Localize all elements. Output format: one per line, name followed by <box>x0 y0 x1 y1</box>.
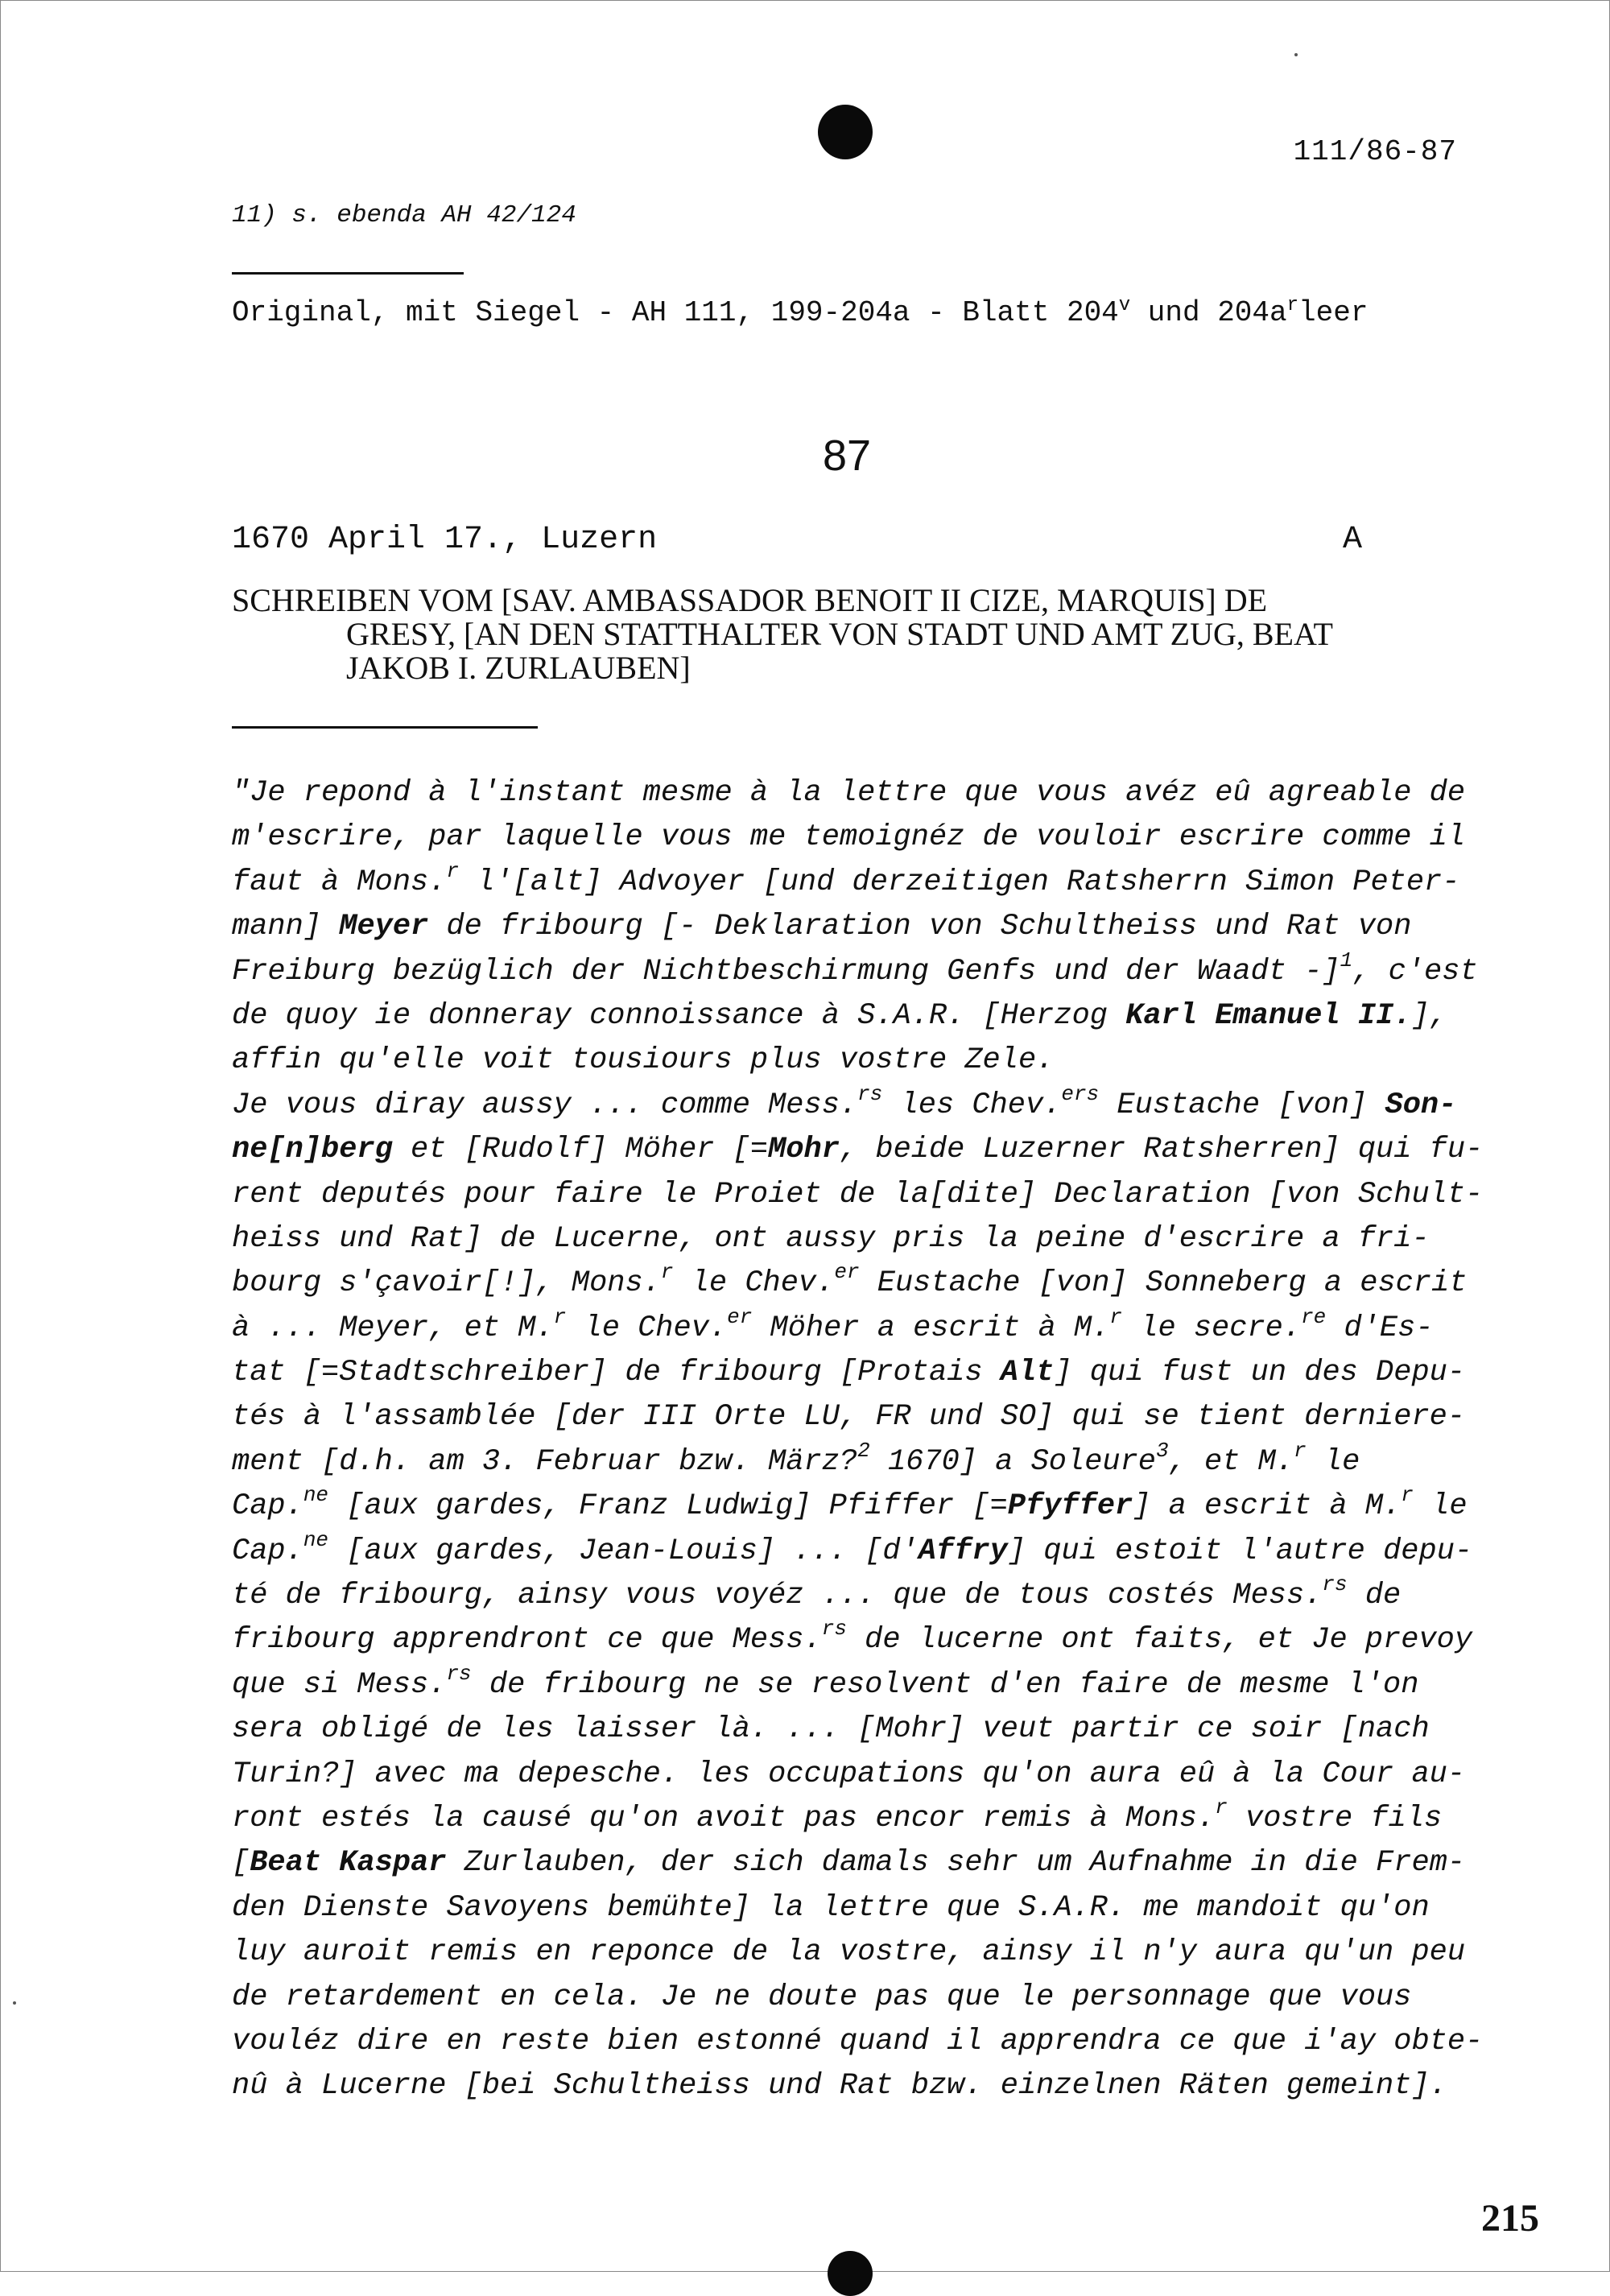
text-line: [Beat Kaspar Zurlauben, der sich damals sehr um Aufnahme in die Frem- <box>232 1846 1466 1881</box>
text-line: luy auroit remis en reponce de la vostre, ainsy il n'y aura qu'un peu <box>232 1935 1466 1970</box>
text-line: Cap.$^{ne}$ [aux gardes, Jean-Louis] ... [d'Affry] qui estoit l'autre depu- <box>232 1527 1473 1568</box>
source-sup: v <box>1118 295 1131 316</box>
text-line: nû à Lucerne [bei Schultheiss und Rat bzw. einzelnen Räten gemeint]. <box>232 2069 1447 2104</box>
text-line: rent deputés pour faire le Proiet de la[dite] Declaration [von Schult- <box>232 1177 1484 1212</box>
text-line: de retardement en cela. Je ne doute pas que le personnage que vous <box>232 1980 1412 2014</box>
text-line: té de fribourg, ainsy vous voyéz ... que de tous costés Mess.$^{rs}$ de <box>232 1572 1402 1613</box>
scan-speck <box>13 2001 16 2005</box>
footnote-marker: 3 <box>1156 1438 1169 1463</box>
source-line <box>232 295 1368 329</box>
footnote-marker: 1 <box>1340 948 1353 972</box>
text-line: heiss und Rat] de Lucerne, ont aussy pris la peine d'escrire a fri- <box>232 1221 1430 1256</box>
text-line: faut à Mons.$^r$ l'[alt] Advoyer [und derzeitigen Ratsherrn Simon Peter- <box>232 858 1460 899</box>
page-stamp: 215 <box>1481 2197 1539 2240</box>
separator-rule <box>232 272 464 275</box>
footnote-marker: 2 <box>857 1438 870 1463</box>
text-line: Cap.$^{ne}$ [aux gardes, Franz Ludwig] Pfiffer [=Pfyffer] a escrit à M.$^r$ le <box>232 1483 1468 1524</box>
title-line: JAKOB I. ZURLAUBEN] <box>346 650 691 686</box>
text-line: "Je repond à l'instant mesme à la lettre que vous avéz eû agreable de <box>232 776 1466 810</box>
text-line: ne[n]berg et [Rudolf] Möher [=Mohr, beide Luzerner Ratsherren] qui fu- <box>232 1133 1484 1167</box>
text-line: mann] Meyer de fribourg [- Deklaration von Schultheiss und Rat von <box>232 910 1412 944</box>
text-line: tat [=Stadtschreiber] de fribourg [Protais Alt] qui fust un des Depu- <box>232 1356 1466 1390</box>
source-text: leer <box>1298 296 1368 329</box>
text-line: à ... Meyer, et M.$^r$ le Chev.$^{er}$ Möher a escrit à M.$^r$ le secre.$^{re}$ d'Es- <box>232 1304 1434 1345</box>
text-line: vouléz dire en reste bien estonné quand il apprendra ce que i'ay obte- <box>232 2024 1484 2059</box>
text-line: m'escrire, par laquelle vous me temoignéz de vouloir escrire comme il <box>232 820 1466 855</box>
title-line: GRESY, [AN DEN STATTHALTER VON STADT UND AMT ZUG, BEAT <box>346 616 1333 652</box>
text-line: que si Mess.$^{rs}$ de fribourg ne se resolvent d'en faire de mesme l'on <box>232 1661 1419 1702</box>
scan-speck <box>1294 53 1298 56</box>
text-line: ront estés la causé qu'on avoit pas encor remis à Mons.$^r$ vostre fils <box>232 1794 1443 1836</box>
source-text: und 204a <box>1130 296 1287 329</box>
text-line: Freiburg bezüglich der Nichtbeschirmung Genfs und der Waadt -]$^1$, c'est <box>232 948 1478 989</box>
text-line: affin qu'elle voit tousiours plus vostre Zele. <box>232 1043 1055 1078</box>
document-number: 87 <box>823 432 872 480</box>
document-title <box>232 584 1407 685</box>
document-reference: 111/86-87 <box>1293 135 1457 168</box>
text-line: den Dienste Savoyens bemühte] la lettre que S.A.R. me mandoit qu'on <box>232 1890 1430 1925</box>
text-line: fribourg apprendront ce que Mess.$^{rs}$ de lucerne ont faits, et Je prevoy <box>232 1617 1473 1658</box>
footnote-reference: 11) s. ebenda AH 42/124 <box>232 201 576 229</box>
punch-hole-mark-bottom <box>828 2251 873 2296</box>
title-line: SCHREIBEN VOM [SAV. AMBASSADOR BENOIT II CIZE, MARQUIS] DE <box>232 582 1268 618</box>
text-line: bourg s'çavoir[!], Mons.$^r$ le Chev.$^{er}$ Eustache [von] Sonneberg a escrit <box>232 1260 1468 1301</box>
text-line: de quoy ie donneray connoissance à S.A.R. [Herzog Karl Emanuel II.], <box>232 998 1447 1033</box>
text-line: tés à l'assamblée [der III Orte LU, FR und SO] qui se tient derniere- <box>232 1400 1466 1435</box>
source-text: Original, mit Siegel - AH 111, 199-204a - Blatt 204 <box>232 296 1119 329</box>
separator-rule <box>232 726 538 729</box>
document-letter: A <box>1343 522 1363 558</box>
punch-hole-mark <box>818 105 873 159</box>
text-line: ment [d.h. am 3. Februar bzw. März?$^2$ 1670] a Soleure$^3$, et M.$^r$ le <box>232 1438 1360 1479</box>
text-line: Je vous diray aussy ... comme Mess.$^{rs}$ les Chev.$^{ers}$ Eustache [von] Son- <box>232 1081 1457 1122</box>
date-place: 1670 April 17., Luzern <box>232 522 658 558</box>
letter-body <box>232 771 1484 2109</box>
source-sup: r <box>1286 295 1299 316</box>
text-line: sera obligé de les laisser là. ... [Mohr] veut partir ce soir [nach <box>232 1712 1430 1747</box>
text-line: Turin?] avec ma depesche. les occupations qu'on aura eû à la Cour au- <box>232 1757 1466 1791</box>
